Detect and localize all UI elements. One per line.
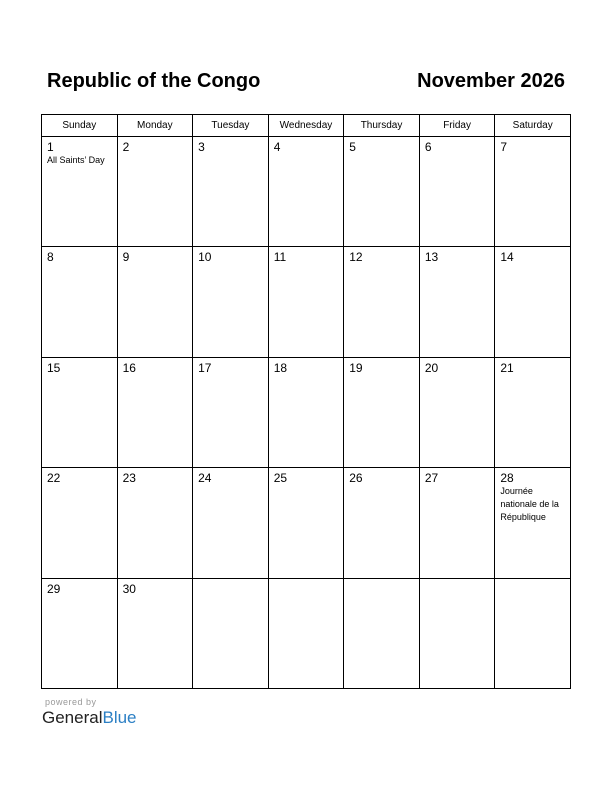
month-title: November 2026 (417, 70, 565, 92)
day-number: 12 (349, 250, 363, 265)
weekday-tuesday: Tuesday (193, 115, 269, 137)
day-number: 6 (424, 140, 432, 154)
day-cell (193, 578, 269, 688)
day-cell (495, 357, 571, 467)
day-number: 30 (122, 581, 136, 596)
week-row (42, 357, 571, 467)
brand-blue: Blue (102, 708, 137, 727)
weekday-friday: Friday (419, 115, 495, 137)
day-cell (268, 357, 344, 467)
day-number: 22 (47, 471, 61, 486)
day-cell (344, 357, 420, 467)
calendar-grid (41, 114, 571, 689)
day-cell (495, 247, 571, 357)
day-number: 25 (273, 471, 288, 486)
day-cell (495, 137, 571, 247)
day-cell (268, 578, 344, 688)
day-number: 17 (198, 360, 212, 375)
week-row (42, 247, 571, 357)
day-cell (42, 357, 118, 467)
day-cell (42, 468, 118, 578)
day-number: 2 (122, 140, 130, 154)
day-cell (268, 468, 344, 578)
day-cell (117, 578, 193, 688)
weekday-monday: Monday (117, 115, 193, 137)
day-cell (344, 247, 420, 357)
day-number: 27 (424, 471, 439, 486)
country-title: Republic of the Congo (47, 70, 261, 92)
day-cell (193, 137, 269, 247)
day-cell (42, 137, 118, 247)
day-cell (419, 247, 495, 357)
day-number: 9 (122, 250, 130, 265)
generalblue-logo[interactable] (42, 708, 137, 728)
day-number: 29 (47, 581, 61, 596)
weekday-thursday: Thursday (344, 115, 420, 137)
day-cell (117, 137, 193, 247)
day-cell (419, 578, 495, 688)
day-cell (495, 578, 571, 688)
day-cell (42, 247, 118, 357)
week-row (42, 468, 571, 578)
weekday-sunday: Sunday (42, 115, 118, 137)
day-number: 5 (349, 140, 356, 154)
day-number: 19 (349, 360, 363, 375)
day-number: 10 (198, 250, 212, 265)
day-number: 14 (500, 250, 514, 265)
day-number: 16 (122, 360, 136, 375)
day-cell (419, 137, 495, 247)
day-number: 18 (273, 360, 288, 375)
day-number: 20 (424, 360, 439, 375)
day-cell (193, 247, 269, 357)
holiday-label: All Saints’ Day (47, 155, 105, 165)
day-number: 13 (424, 250, 439, 265)
day-number: 3 (198, 140, 205, 154)
day-number: 1 (47, 140, 54, 154)
weekday-header-row (42, 115, 571, 137)
weekday-wednesday: Wednesday (268, 115, 344, 137)
day-cell (42, 578, 118, 688)
day-cell (117, 357, 193, 467)
day-cell (268, 247, 344, 357)
day-cell (117, 247, 193, 357)
day-cell (344, 468, 420, 578)
holiday-label: Journée nationale de la République (500, 486, 559, 523)
day-cell (419, 468, 495, 578)
week-row (42, 578, 571, 688)
powered-by-text: powered by (45, 697, 97, 707)
day-cell (344, 578, 420, 688)
day-cell (117, 468, 193, 578)
day-cell (268, 137, 344, 247)
week-row (42, 137, 571, 247)
brand-general: General (42, 708, 103, 727)
day-number: 21 (500, 360, 514, 375)
day-number: 15 (47, 360, 61, 375)
day-cell (419, 357, 495, 467)
weekday-saturday: Saturday (495, 115, 571, 137)
day-number: 23 (122, 471, 136, 486)
day-number: 24 (198, 471, 212, 486)
day-cell (495, 468, 571, 578)
day-cell (193, 468, 269, 578)
day-cell (193, 357, 269, 467)
day-number: 4 (273, 140, 281, 154)
day-number: 7 (500, 140, 508, 154)
day-number: 28 (500, 471, 514, 486)
day-number: 8 (47, 250, 54, 265)
day-number: 11 (273, 250, 287, 265)
day-number: 26 (349, 471, 363, 486)
day-cell (344, 137, 420, 247)
